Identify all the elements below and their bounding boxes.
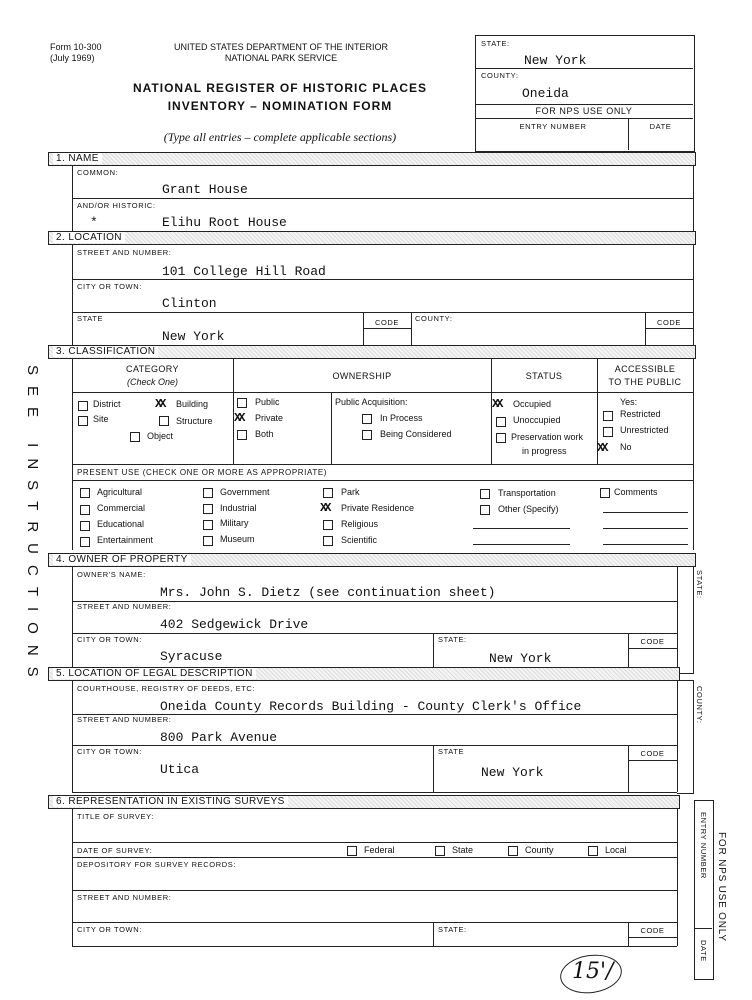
- historic-name: Elihu Root House: [162, 215, 287, 230]
- private-checkbox-marked[interactable]: XX: [234, 411, 243, 425]
- legal-code-label: CODE: [640, 749, 665, 758]
- loc-street: 101 College Hill Road: [162, 264, 326, 279]
- agency-line2: NATIONAL PARK SERVICE: [224, 53, 338, 63]
- educational-checkbox[interactable]: [80, 521, 90, 531]
- military-label: Military: [220, 518, 249, 528]
- being-considered-checkbox[interactable]: [362, 430, 372, 440]
- section-6-header: 6. REPRESENTATION IN EXISTING SURVEYS: [48, 795, 680, 809]
- owner-city-label: CITY OR TOWN:: [77, 635, 142, 644]
- common-label: COMMON:: [77, 168, 119, 177]
- owner-name: Mrs. John S. Dietz (see continuation sheet): [160, 585, 496, 600]
- private-residence-label: Private Residence: [341, 503, 415, 513]
- loc-code2-label: CODE: [656, 318, 682, 327]
- survey-date-label: DATE OF SURVEY:: [77, 846, 153, 855]
- industrial-checkbox[interactable]: [203, 504, 213, 514]
- structure-label: Structure: [176, 416, 213, 426]
- entertainment-checkbox[interactable]: [80, 537, 90, 547]
- owner-state-label: STATE:: [438, 635, 467, 644]
- loc-street-label: STREET AND NUMBER:: [77, 248, 172, 257]
- legal-city-label: CITY OR TOWN:: [77, 747, 142, 756]
- historic-asterisk: *: [90, 215, 98, 230]
- side-date: DATE: [699, 940, 708, 962]
- state-level-label: State: [452, 845, 474, 855]
- public-acquisition-label: Public Acquisition:: [335, 397, 408, 407]
- structure-checkbox[interactable]: [159, 416, 169, 426]
- private-label: Private: [255, 413, 284, 423]
- loc-state: New York: [162, 329, 225, 344]
- state-level-checkbox[interactable]: [435, 846, 445, 856]
- local-level-label: Local: [605, 845, 627, 855]
- legal-state: New York: [481, 765, 544, 780]
- transportation-label: Transportation: [498, 488, 556, 498]
- object-label: Object: [147, 431, 174, 441]
- military-checkbox[interactable]: [203, 520, 213, 530]
- restricted-checkbox[interactable]: [603, 411, 613, 421]
- loc-county-label: COUNTY:: [415, 314, 453, 323]
- loc-state-label: STATE: [77, 314, 104, 323]
- section-1-header: 1. NAME: [48, 152, 696, 166]
- form-instruction: (Type all entries – complete applicable sections): [163, 130, 397, 144]
- owner-name-label: OWNER'S NAME:: [77, 570, 146, 579]
- county-level-label: County: [525, 845, 554, 855]
- comments-label: Comments: [614, 487, 658, 497]
- access-header-2: TO THE PUBLIC: [608, 377, 682, 387]
- in-progress-label: in progress: [522, 446, 567, 456]
- section-4-header: 4. OWNER OF PROPERTY: [48, 553, 696, 567]
- legal-state-label: STATE: [438, 747, 465, 756]
- legal-street: 800 Park Avenue: [160, 730, 278, 745]
- owner-state: New York: [489, 651, 552, 666]
- section-5-header: 5. LOCATION OF LEGAL DESCRIPTION: [48, 667, 680, 681]
- section-3-header: 3. CLASSIFICATION: [48, 345, 696, 359]
- form-date: (July 1969): [50, 53, 95, 63]
- survey-title-label: TITLE OF SURVEY:: [77, 812, 154, 821]
- courthouse-label: COURTHOUSE, REGISTRY OF DEEDS, ETC:: [77, 684, 256, 693]
- owner-city: Syracuse: [160, 649, 223, 664]
- agricultural-label: Agricultural: [97, 487, 143, 497]
- ownership-header: OWNERSHIP: [332, 371, 392, 381]
- other-checkbox[interactable]: [480, 505, 490, 515]
- site-label: Site: [93, 414, 109, 424]
- depository-label: DEPOSITORY FOR SURVEY RECORDS:: [77, 860, 237, 869]
- survey-street-label: STREET AND NUMBER:: [77, 893, 172, 902]
- building-checkbox-marked[interactable]: XX: [155, 397, 164, 411]
- loc-city: Clinton: [162, 296, 217, 311]
- box-state-value: New York: [524, 53, 587, 68]
- side-entry-number: ENTRY NUMBER: [699, 812, 708, 879]
- survey-state-label: STATE:: [438, 925, 467, 934]
- form-title-1: NATIONAL REGISTER OF HISTORIC PLACES: [132, 81, 428, 95]
- category-sub: (Check One): [126, 377, 179, 387]
- unoccupied-checkbox[interactable]: [496, 417, 506, 427]
- unoccupied-label: Unoccupied: [513, 415, 561, 425]
- no-label: No: [620, 442, 632, 452]
- legal-city: Utica: [160, 762, 200, 777]
- county-level-checkbox[interactable]: [508, 846, 518, 856]
- box-county-value: Oneida: [522, 86, 569, 101]
- side-instructions: SEE INSTRUCTIONS: [24, 365, 41, 688]
- box-nps-label: FOR NPS USE ONLY: [535, 106, 633, 116]
- handwritten-number: 15'/: [572, 959, 614, 984]
- loc-code-label: CODE: [374, 318, 400, 327]
- access-header-1: ACCESSIBLE: [614, 364, 676, 374]
- government-checkbox[interactable]: [203, 488, 213, 498]
- public-label: Public: [255, 397, 280, 407]
- yes-label: Yes:: [620, 397, 638, 407]
- building-label: Building: [176, 399, 209, 409]
- federal-checkbox[interactable]: [347, 846, 357, 856]
- in-process-label: In Process: [380, 413, 423, 423]
- legal-street-label: STREET AND NUMBER:: [77, 715, 172, 724]
- agricultural-checkbox[interactable]: [80, 488, 90, 498]
- preservation-label: Preservation work: [511, 432, 584, 442]
- box-state-label: STATE:: [481, 39, 510, 48]
- owner-code-label: CODE: [640, 637, 665, 646]
- form-title-2: INVENTORY – NOMINATION FORM: [167, 99, 393, 113]
- present-use-label: PRESENT USE (CHECK ONE OR MORE AS APPROPRIATE): [77, 468, 328, 477]
- educational-label: Educational: [97, 519, 145, 529]
- scientific-label: Scientific: [341, 535, 378, 545]
- religious-label: Religious: [341, 519, 379, 529]
- site-checkbox[interactable]: [78, 416, 88, 426]
- side-nps-use-only: FOR NPS USE ONLY: [716, 832, 727, 942]
- box-county-label: COUNTY:: [481, 71, 519, 80]
- both-label: Both: [255, 429, 274, 439]
- commercial-checkbox[interactable]: [80, 505, 90, 515]
- survey-city-label: CITY OR TOWN:: [77, 925, 142, 934]
- survey-code-label: CODE: [640, 926, 665, 935]
- agency-line1: UNITED STATES DEPARTMENT OF THE INTERIOR: [173, 42, 389, 52]
- common-name: Grant House: [162, 182, 248, 197]
- comments-checkbox[interactable]: [600, 488, 610, 498]
- transportation-checkbox[interactable]: [480, 489, 490, 499]
- section-2-header: 2. LOCATION: [48, 231, 696, 245]
- box-entry-label: ENTRY NUMBER: [519, 122, 587, 131]
- private-residence-checkbox-marked[interactable]: XX: [320, 501, 329, 515]
- no-checkbox-marked[interactable]: XX: [597, 441, 606, 455]
- owner-street-label: STREET AND NUMBER:: [77, 602, 172, 611]
- loc-city-label: CITY OR TOWN:: [77, 282, 142, 291]
- in-process-checkbox[interactable]: [362, 414, 372, 424]
- religious-checkbox[interactable]: [323, 520, 333, 530]
- occupied-checkbox-marked[interactable]: XX: [492, 397, 501, 411]
- museum-label: Museum: [220, 534, 255, 544]
- public-checkbox[interactable]: [237, 398, 247, 408]
- category-header: CATEGORY: [126, 364, 179, 374]
- park-label: Park: [341, 487, 360, 497]
- industrial-label: Industrial: [220, 503, 257, 513]
- form-number: Form 10-300: [50, 42, 102, 52]
- preservation-checkbox[interactable]: [496, 433, 506, 443]
- owner-street: 402 Sedgewick Drive: [160, 617, 309, 632]
- side-state-label: STATE:: [695, 570, 704, 599]
- restricted-label: Restricted: [620, 409, 661, 419]
- scientific-checkbox[interactable]: [323, 536, 333, 546]
- box-date-label: DATE: [649, 122, 672, 131]
- both-checkbox[interactable]: [237, 430, 247, 440]
- status-header: STATUS: [525, 371, 563, 381]
- occupied-label: Occupied: [513, 399, 552, 409]
- federal-label: Federal: [364, 845, 395, 855]
- commercial-label: Commercial: [97, 503, 146, 513]
- unrestricted-label: Unrestricted: [620, 425, 669, 435]
- other-label: Other (Specify): [498, 504, 559, 514]
- district-checkbox[interactable]: [78, 401, 88, 411]
- courthouse: Oneida County Records Building - County Clerk's Office: [160, 699, 582, 714]
- museum-checkbox[interactable]: [203, 536, 213, 546]
- park-checkbox[interactable]: [323, 488, 333, 498]
- object-checkbox[interactable]: [130, 432, 140, 442]
- entertainment-label: Entertainment: [97, 535, 154, 545]
- unrestricted-checkbox[interactable]: [603, 427, 613, 437]
- local-level-checkbox[interactable]: [588, 846, 598, 856]
- district-label: District: [93, 399, 121, 409]
- side-county-label: COUNTY:: [695, 686, 704, 724]
- being-considered-label: Being Considered: [380, 429, 452, 439]
- government-label: Government: [220, 487, 270, 497]
- historic-label: AND/OR HISTORIC:: [77, 201, 156, 210]
